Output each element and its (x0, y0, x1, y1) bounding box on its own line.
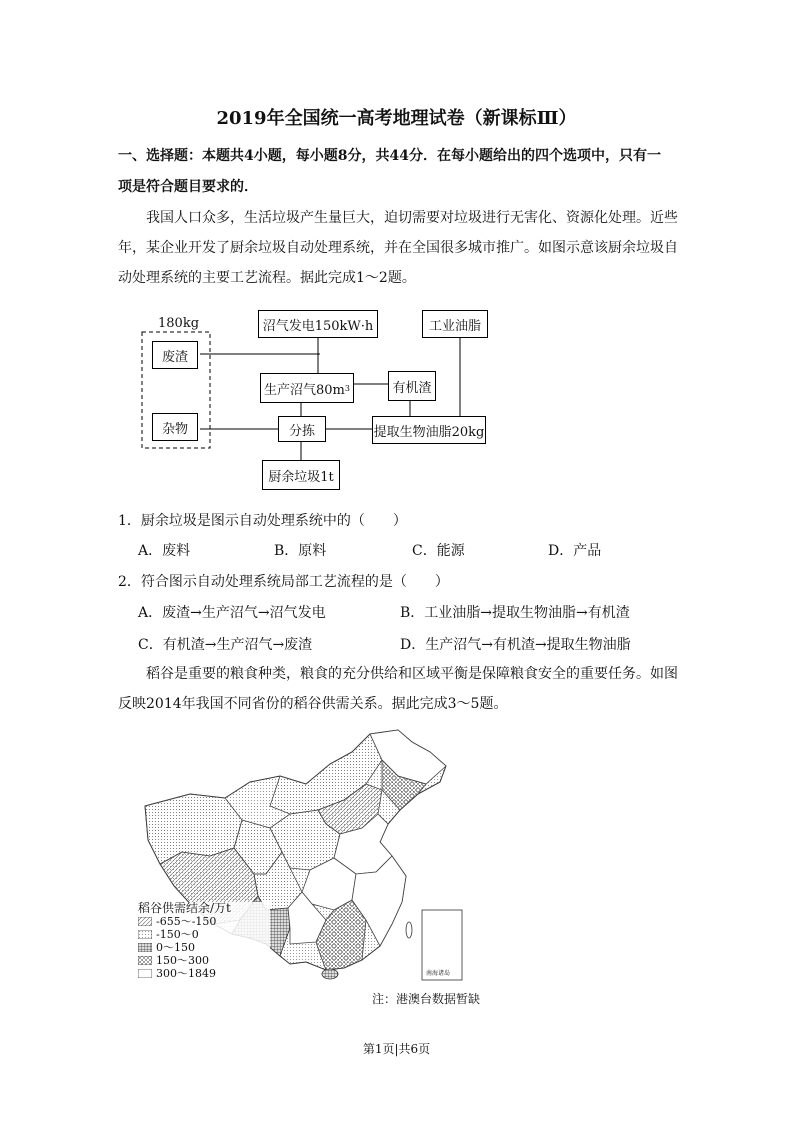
box-residue: 废渣 (152, 341, 198, 369)
legend-row (138, 941, 270, 954)
passage1-line2: 年，某企业开发了厨余垃圾自动处理系统，并在全国很多城市推广。如图示意该厨余垃圾自 (118, 240, 678, 256)
biogas-superscript: 3 (344, 383, 350, 393)
passage2-line2: 反映2014年我国不同省份的稻谷供需关系。据此完成3～5题。 (118, 696, 508, 712)
q1-option-c: C．能源 (412, 543, 465, 559)
legend-item-1: -655～-150 (156, 915, 217, 928)
legend-item-4: 150～300 (156, 954, 209, 967)
legend-row (138, 954, 270, 967)
q1-option-a: A．废料 (138, 543, 191, 559)
passage1-line1: 我国人口众多，生活垃圾产生量巨大，迫切需要对垃圾进行无害化、资源化处理。近些 (146, 210, 678, 226)
legend-title: 稻谷供需结余/万t (138, 901, 231, 915)
legend-swatch-diag (138, 917, 152, 926)
box-extract-bio-oil: 提取生物油脂20kg (372, 416, 486, 444)
box-biogas-production (260, 373, 354, 403)
map-legend (138, 902, 270, 980)
legend-swatch-cross (138, 956, 152, 965)
page-footer: 第1页|共6页 (362, 1042, 431, 1056)
rice-supply-demand-map (130, 724, 510, 1014)
legend-swatch-grid (138, 943, 152, 952)
q1-option-d: D．产品 (548, 543, 602, 559)
section-heading-line2: 项是符合题目要求的． (118, 179, 258, 195)
page-title: 2019年全国统一高考地理试卷（新课标Ⅲ） (216, 108, 577, 129)
q2-stem: 2．符合图示自动处理系统局部工艺流程的是（ ） (118, 574, 449, 590)
legend-item-3: 0～150 (156, 941, 195, 954)
map-note: 注：港澳台数据暂缺 (372, 992, 481, 1006)
box-sorting: 分拣 (278, 416, 326, 442)
passage1-line3: 动处理系统的主要工艺流程。据此完成1～2题。 (118, 270, 416, 286)
legend-row (138, 967, 270, 980)
amount-label: 180kg (158, 316, 200, 331)
box-sundries: 杂物 (152, 413, 198, 441)
legend-swatch-dots (138, 930, 152, 939)
q2-option-c: C．有机渣→生产沼气→废渣 (138, 637, 313, 653)
legend-swatch-blank (138, 969, 152, 978)
biogas-label: 生产沼气80m (264, 382, 345, 398)
box-industrial-oil: 工业油脂 (422, 310, 488, 338)
legend-row (138, 928, 270, 941)
q1-option-b: B．原料 (274, 543, 327, 559)
legend-item-2: -150～0 (156, 928, 199, 941)
inset-label: 南海诸岛 (426, 970, 451, 977)
section-heading-line1: 一、选择题：本题共4小题，每小题8分，共44分．在每小题给出的四个选项中，只有一 (118, 148, 661, 164)
q1-stem: 1．厨余垃圾是图示自动处理系统中的（ ） (118, 513, 407, 529)
legend-item-5: 300～1849 (156, 967, 216, 980)
q2-option-d: D．生产沼气→有机渣→提取生物油脂 (400, 637, 631, 653)
process-flow-diagram (130, 300, 500, 500)
q2-option-a: A．废渣→生产沼气→沼气发电 (138, 605, 326, 621)
box-organic-residue: 有机渣 (388, 371, 436, 401)
passage2-line1: 稻谷是重要的粮食种类，粮食的充分供给和区域平衡是保障粮食安全的重要任务。如图 (146, 666, 678, 682)
box-kitchen-waste: 厨余垃圾1t (262, 460, 340, 490)
box-biogas-power: 沼气发电150kW·h (258, 310, 378, 338)
q2-option-b: B．工业油脂→提取生物油脂→有机渣 (400, 605, 630, 621)
legend-row (138, 915, 270, 928)
